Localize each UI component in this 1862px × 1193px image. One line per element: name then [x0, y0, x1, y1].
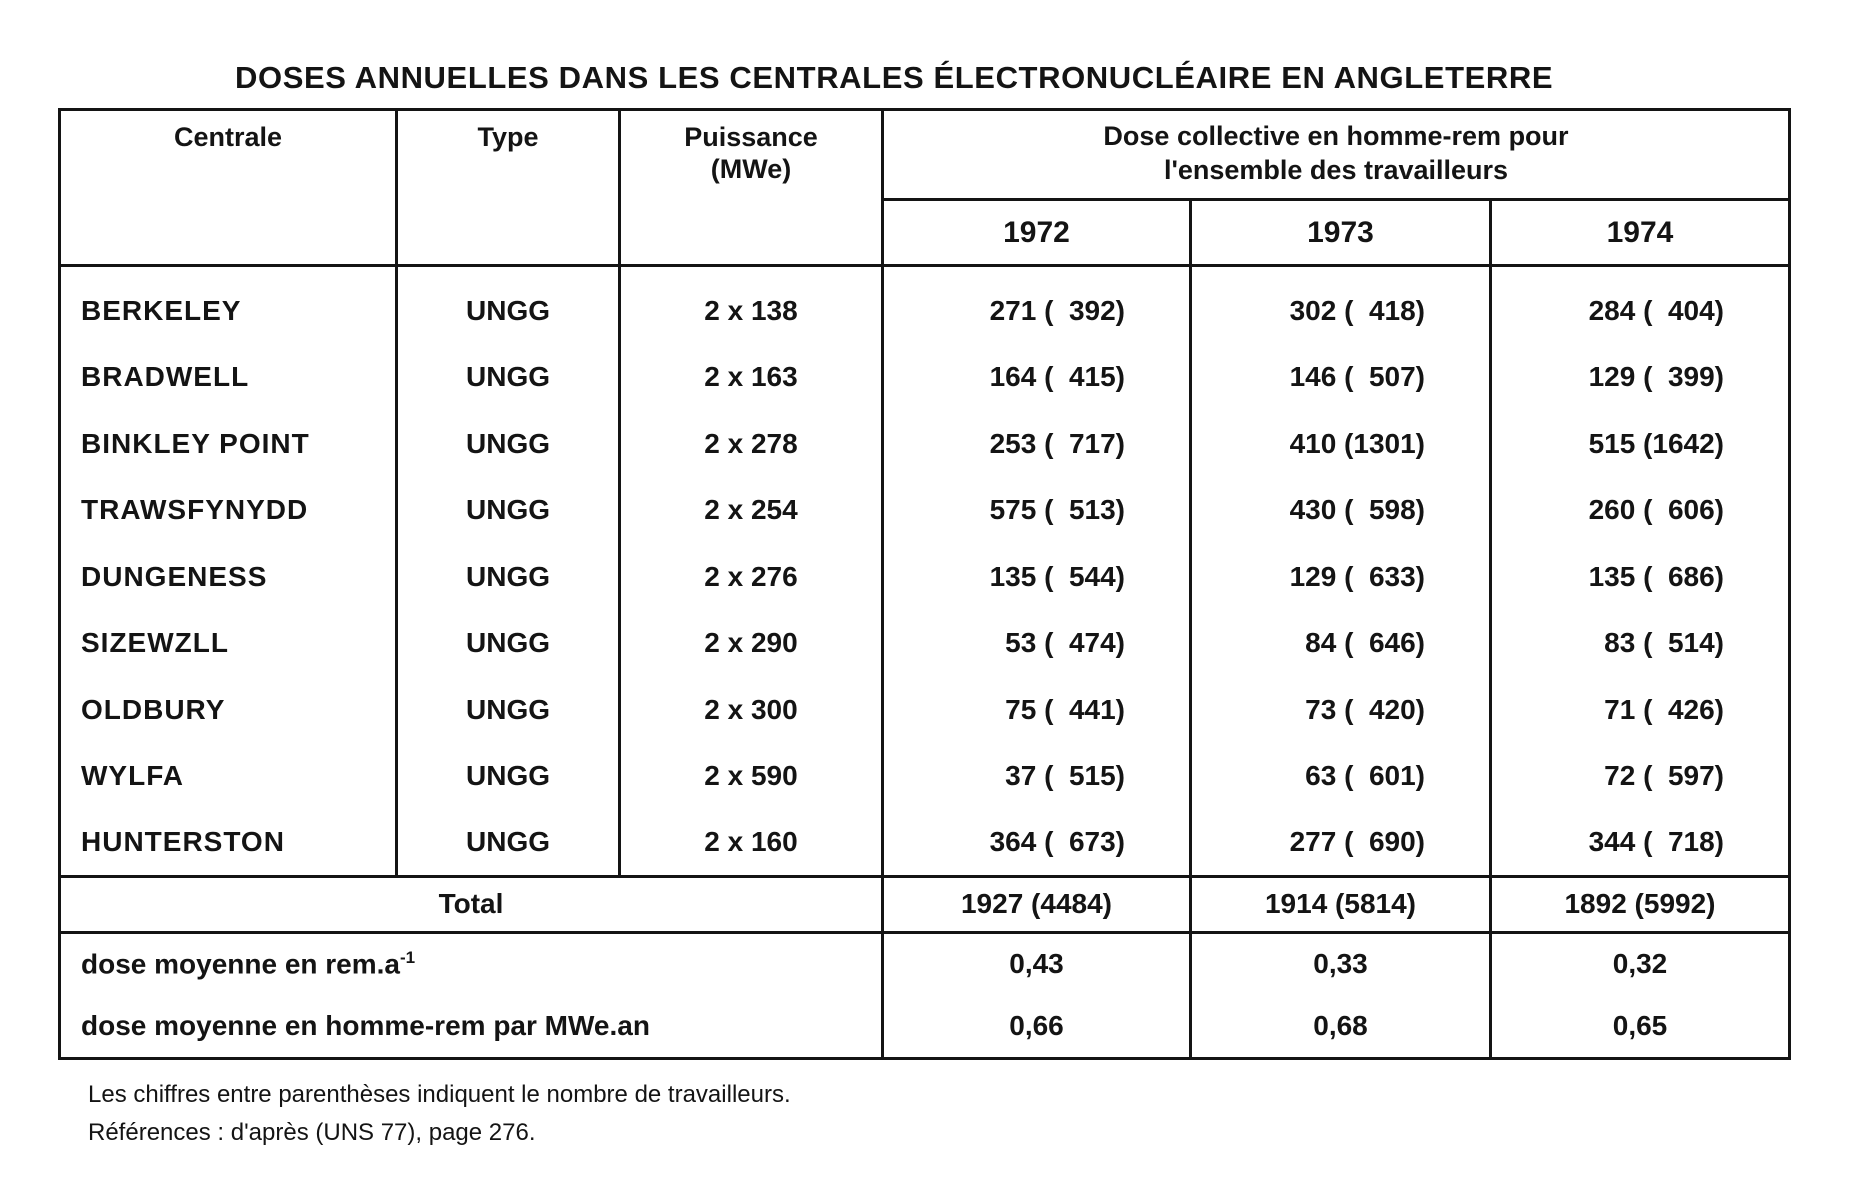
- header-dose-line1: Dose collective en homme-rem pour: [1103, 121, 1569, 151]
- dose-1973: 277 ( 690): [1191, 810, 1491, 877]
- plant-type: UNGG: [397, 610, 620, 677]
- footnote-workers: Les chiffres entre parenthèses indiquent le nombre de travailleurs.: [88, 1081, 791, 1108]
- plant-power: 2 x 160: [620, 810, 883, 877]
- dose-1972: 75 ( 441): [883, 677, 1191, 744]
- average-1972: 0,43: [883, 932, 1191, 995]
- dose-table: [58, 108, 1791, 1060]
- table-row: [60, 477, 1790, 544]
- average-label: [60, 932, 883, 995]
- average-label-exponent: -1: [400, 948, 416, 968]
- plant-type: UNGG: [397, 810, 620, 877]
- dose-1973: 302 ( 418): [1191, 278, 1491, 345]
- plant-type: UNGG: [397, 344, 620, 411]
- plant-name: WYLFA: [60, 743, 397, 810]
- plant-power: 2 x 163: [620, 344, 883, 411]
- plant-name: TRAWSFYNYDD: [60, 477, 397, 544]
- header-type: Type: [397, 110, 620, 266]
- plant-name: BRADWELL: [60, 344, 397, 411]
- year-1973: 1973: [1191, 200, 1491, 266]
- dose-1974: 284 ( 404): [1491, 278, 1790, 345]
- dose-1973: 63 ( 601): [1191, 743, 1491, 810]
- footnotes: [88, 1076, 791, 1152]
- plant-name: BERKELEY: [60, 278, 397, 345]
- dose-1973: 146 ( 507): [1191, 344, 1491, 411]
- dose-1973: 410 (1301): [1191, 411, 1491, 478]
- footnote-reference: Références : d'après (UNS 77), page 276.: [88, 1119, 536, 1146]
- dose-1972: 271 ( 392): [883, 278, 1191, 345]
- dose-1972: 253 ( 717): [883, 411, 1191, 478]
- average-1974: 0,32: [1491, 932, 1790, 995]
- header-puissance-line2: (MWe): [710, 154, 792, 184]
- dose-1972: 364 ( 673): [883, 810, 1191, 877]
- dose-1974: 515 (1642): [1491, 411, 1790, 478]
- dose-1974: 71 ( 426): [1491, 677, 1790, 744]
- plant-power: 2 x 276: [620, 544, 883, 611]
- table-title: DOSES ANNUELLES DANS LES CENTRALES ÉLECTRONUCLÉAIRE EN ANGLETERRE: [235, 60, 1554, 95]
- table-row: [60, 743, 1790, 810]
- header-puissance-line1: Puissance: [684, 122, 818, 152]
- average-1972: 0,66: [883, 995, 1191, 1058]
- plant-type: UNGG: [397, 743, 620, 810]
- plant-type: UNGG: [397, 411, 620, 478]
- table-row: [60, 544, 1790, 611]
- header-gap-row: [60, 266, 1790, 278]
- plant-name: BINKLEY POINT: [60, 411, 397, 478]
- average-row: [60, 932, 1790, 995]
- average-1973: 0,33: [1191, 932, 1491, 995]
- year-1974: 1974: [1491, 200, 1790, 266]
- table-row: [60, 677, 1790, 744]
- header-centrale: Centrale: [60, 110, 397, 266]
- dose-1973: 430 ( 598): [1191, 477, 1491, 544]
- table-row: [60, 810, 1790, 877]
- plant-power: 2 x 300: [620, 677, 883, 744]
- year-1972: 1972: [883, 200, 1191, 266]
- dose-1974: 83 ( 514): [1491, 610, 1790, 677]
- dose-1974: 129 ( 399): [1491, 344, 1790, 411]
- average-row: [60, 995, 1790, 1058]
- average-1974: 0,65: [1491, 995, 1790, 1058]
- plant-type: UNGG: [397, 677, 620, 744]
- plant-power: 2 x 138: [620, 278, 883, 345]
- total-label: Total: [60, 876, 883, 932]
- plant-name: SIZEWZLL: [60, 610, 397, 677]
- average-label-text: dose moyenne en rem.a: [81, 948, 401, 980]
- dose-1974: 135 ( 686): [1491, 544, 1790, 611]
- table-row: [60, 344, 1790, 411]
- dose-1974: 260 ( 606): [1491, 477, 1790, 544]
- dose-1974: 72 ( 597): [1491, 743, 1790, 810]
- average-label: dose moyenne en homme-rem par MWe.an: [60, 995, 883, 1058]
- header-row: [60, 110, 1790, 200]
- dose-1972: 135 ( 544): [883, 544, 1191, 611]
- plant-power: 2 x 290: [620, 610, 883, 677]
- dose-1972: 575 ( 513): [883, 477, 1191, 544]
- plant-type: UNGG: [397, 544, 620, 611]
- dose-1972: 37 ( 515): [883, 743, 1191, 810]
- total-1972: 1927 (4484): [883, 876, 1191, 932]
- header-dose-line2: l'ensemble des travailleurs: [1163, 155, 1509, 185]
- plant-power: 2 x 254: [620, 477, 883, 544]
- dose-1973: 73 ( 420): [1191, 677, 1491, 744]
- table-row: [60, 411, 1790, 478]
- total-1974: 1892 (5992): [1491, 876, 1790, 932]
- plant-type: UNGG: [397, 477, 620, 544]
- dose-1972: 53 ( 474): [883, 610, 1191, 677]
- total-row: [60, 876, 1790, 932]
- dose-1972: 164 ( 415): [883, 344, 1191, 411]
- plant-power: 2 x 278: [620, 411, 883, 478]
- plant-name: OLDBURY: [60, 677, 397, 744]
- dose-1974: 344 ( 718): [1491, 810, 1790, 877]
- table-row: [60, 610, 1790, 677]
- plant-power: 2 x 590: [620, 743, 883, 810]
- plant-name: DUNGENESS: [60, 544, 397, 611]
- header-puissance: [620, 110, 883, 266]
- header-dose-collective: [883, 110, 1790, 200]
- plant-type: UNGG: [397, 278, 620, 345]
- table-row: [60, 278, 1790, 345]
- total-1973: 1914 (5814): [1191, 876, 1491, 932]
- dose-1973: 129 ( 633): [1191, 544, 1491, 611]
- average-1973: 0,68: [1191, 995, 1491, 1058]
- plant-name: HUNTERSTON: [60, 810, 397, 877]
- dose-1973: 84 ( 646): [1191, 610, 1491, 677]
